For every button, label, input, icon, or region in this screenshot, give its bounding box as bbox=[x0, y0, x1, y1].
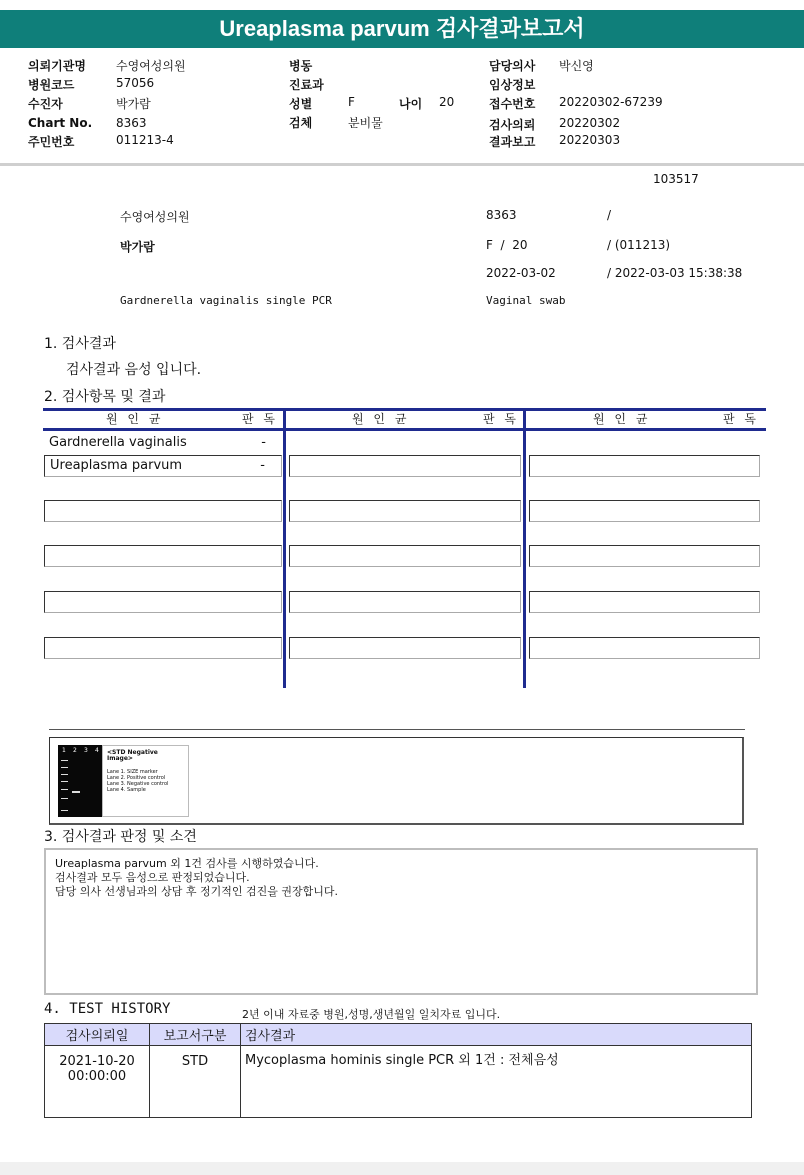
opinion-box bbox=[44, 848, 758, 995]
table-cell-empty bbox=[44, 500, 282, 522]
label-chart-no: Chart No. bbox=[28, 116, 93, 130]
value-age: 20 bbox=[439, 95, 455, 109]
label-department: 진료과 bbox=[289, 78, 324, 92]
table-cell-empty bbox=[529, 591, 760, 613]
gel-band bbox=[61, 774, 68, 775]
table-divider-1 bbox=[283, 408, 286, 688]
value-sex: F bbox=[348, 95, 355, 109]
info-patient: 박가람 bbox=[120, 240, 155, 254]
report-title: Ureaplasma parvum 검사결과보고서 bbox=[0, 10, 804, 48]
table-row bbox=[44, 433, 282, 455]
value-request-date: 20220302 bbox=[559, 116, 621, 130]
value-institution: 수영여성의원 bbox=[116, 59, 186, 73]
label-patient: 수진자 bbox=[28, 97, 63, 111]
label-age: 나이 bbox=[399, 97, 423, 111]
value-report-date: 20220303 bbox=[559, 133, 621, 147]
gel-band bbox=[61, 760, 68, 761]
gel-legend-title: <STD Negative Image> bbox=[107, 749, 158, 762]
info-request-date: 2022-03-02 bbox=[486, 266, 556, 280]
history-time: 00:00:00 bbox=[67, 1069, 127, 1084]
table-header-pathogen-1: 원 인 균 bbox=[106, 412, 164, 426]
section-1-title: 1. 검사결과 bbox=[44, 336, 116, 352]
gel-legend-line: Lane 4. Sample bbox=[107, 787, 146, 793]
label-doctor: 담당의사 bbox=[489, 59, 536, 73]
history-table bbox=[44, 1023, 752, 1118]
table-cell-empty bbox=[289, 500, 521, 522]
value-hospital-code: 57056 bbox=[116, 76, 155, 90]
gel-band bbox=[61, 798, 68, 799]
table-cell-empty bbox=[289, 637, 521, 659]
lane-number: 2 bbox=[73, 747, 77, 754]
lane-number: 1 bbox=[62, 747, 66, 754]
label-request-date: 검사의뢰 bbox=[489, 118, 536, 132]
info-specimen: Vaginal swab bbox=[486, 294, 566, 307]
table-header-border bbox=[43, 428, 766, 431]
label-report-date: 결과보고 bbox=[489, 135, 536, 149]
table-cell-empty bbox=[289, 591, 521, 613]
gel-legend-line: Lane 1. SIZE marker bbox=[107, 769, 158, 775]
table-cell-empty bbox=[529, 545, 760, 567]
table-divider-2 bbox=[523, 408, 526, 688]
pathogen-result: - bbox=[260, 458, 265, 473]
table-header-result-3: 판 독 bbox=[723, 412, 759, 426]
pathogen-result: - bbox=[261, 435, 266, 450]
table-cell-empty bbox=[44, 545, 282, 567]
gel-legend-card bbox=[102, 745, 189, 817]
gel-image-box bbox=[49, 737, 744, 825]
section-2-title: 2. 검사항목 및 결과 bbox=[44, 389, 166, 405]
history-type: STD bbox=[150, 1046, 241, 1118]
pathogen-name: Ureaplasma parvum bbox=[50, 458, 183, 473]
table-cell-empty bbox=[289, 545, 521, 567]
header-separator bbox=[0, 163, 804, 166]
section-1-text: 검사결과 음성 입니다. bbox=[66, 362, 202, 378]
gel-band bbox=[72, 791, 80, 793]
label-receipt-no: 접수번호 bbox=[489, 97, 536, 111]
info-report-datetime: / 2022-03-03 15:38:38 bbox=[607, 266, 743, 280]
pathogen-name: Gardnerella vaginalis bbox=[49, 435, 187, 450]
gel-band bbox=[61, 767, 68, 768]
table-cell-empty bbox=[44, 637, 282, 659]
gel-electrophoresis-image bbox=[58, 745, 102, 817]
value-resident-no: 011213-4 bbox=[116, 133, 174, 147]
gel-legend-line: Lane 3. Negative control bbox=[107, 781, 169, 787]
value-chart-no: 8363 bbox=[116, 116, 147, 130]
info-clinic: 수영여성의원 bbox=[120, 210, 190, 224]
history-note: 2년 이내 자료중 병원,성명,생년월일 일치자료 입니다. bbox=[242, 1008, 501, 1021]
label-hospital-code: 병원코드 bbox=[28, 78, 75, 92]
history-date: 2021-10-20 bbox=[59, 1054, 135, 1069]
label-sex: 성별 bbox=[289, 97, 313, 111]
history-header-type: 보고서구분 bbox=[150, 1024, 241, 1046]
gel-band bbox=[61, 810, 68, 811]
table-row bbox=[44, 455, 282, 477]
section-4-title: 4. TEST HISTORY bbox=[44, 1001, 171, 1017]
value-doctor: 박신영 bbox=[559, 59, 594, 73]
table-header-result-1: 판 독 bbox=[242, 412, 278, 426]
label-resident-no: 주민번호 bbox=[28, 135, 75, 149]
info-test-name: Gardnerella vaginalis single PCR bbox=[120, 294, 332, 307]
table-cell-empty bbox=[529, 455, 760, 477]
info-slash: / bbox=[607, 208, 612, 222]
table-cell-empty bbox=[289, 455, 521, 477]
opinion-line: Ureaplasma parvum 외 1건 검사를 시행하였습니다. bbox=[55, 857, 319, 870]
gel-band bbox=[61, 781, 68, 782]
info-code: 103517 bbox=[653, 172, 699, 186]
opinion-line: 검사결과 모두 음성으로 판정되었습니다. bbox=[55, 871, 250, 884]
table-cell-empty bbox=[529, 637, 760, 659]
table-row bbox=[45, 1046, 752, 1118]
label-institution: 의뢰기관명 bbox=[28, 59, 86, 73]
table-header-pathogen-3: 원 인 균 bbox=[593, 412, 651, 426]
opinion-line: 담당 의사 선생님과의 상담 후 정기적인 검진을 권장합니다. bbox=[55, 885, 338, 898]
table-header-result-2: 판 독 bbox=[483, 412, 519, 426]
table-header-pathogen-2: 원 인 균 bbox=[352, 412, 410, 426]
table-cell-empty bbox=[44, 591, 282, 613]
value-receipt-no: 20220302-67239 bbox=[559, 95, 663, 109]
gel-legend-line: Lane 2. Positive control bbox=[107, 775, 166, 781]
lane-number: 4 bbox=[95, 747, 99, 754]
gel-band bbox=[61, 789, 68, 790]
section-3-title: 3. 검사결과 판정 및 소견 bbox=[44, 829, 197, 845]
history-header-date: 검사의뢰일 bbox=[45, 1024, 150, 1046]
value-patient: 박가람 bbox=[116, 97, 151, 111]
table-cell-empty bbox=[529, 500, 760, 522]
label-clinical-info: 임상정보 bbox=[489, 78, 536, 92]
history-header-result: 검사결과 bbox=[241, 1024, 752, 1046]
label-ward: 병동 bbox=[289, 59, 313, 73]
history-result: Mycoplasma hominis single PCR 외 1건 : 전체음성 bbox=[241, 1046, 752, 1118]
info-chart: 8363 bbox=[486, 208, 517, 222]
lane-number: 3 bbox=[84, 747, 88, 754]
info-birth: / (011213) bbox=[607, 238, 671, 252]
history-date-cell bbox=[45, 1046, 150, 1118]
value-specimen: 분비물 bbox=[348, 116, 383, 130]
gel-separator bbox=[49, 729, 745, 730]
label-specimen: 검체 bbox=[289, 116, 313, 130]
info-sex-age: F / 20 bbox=[486, 238, 528, 252]
